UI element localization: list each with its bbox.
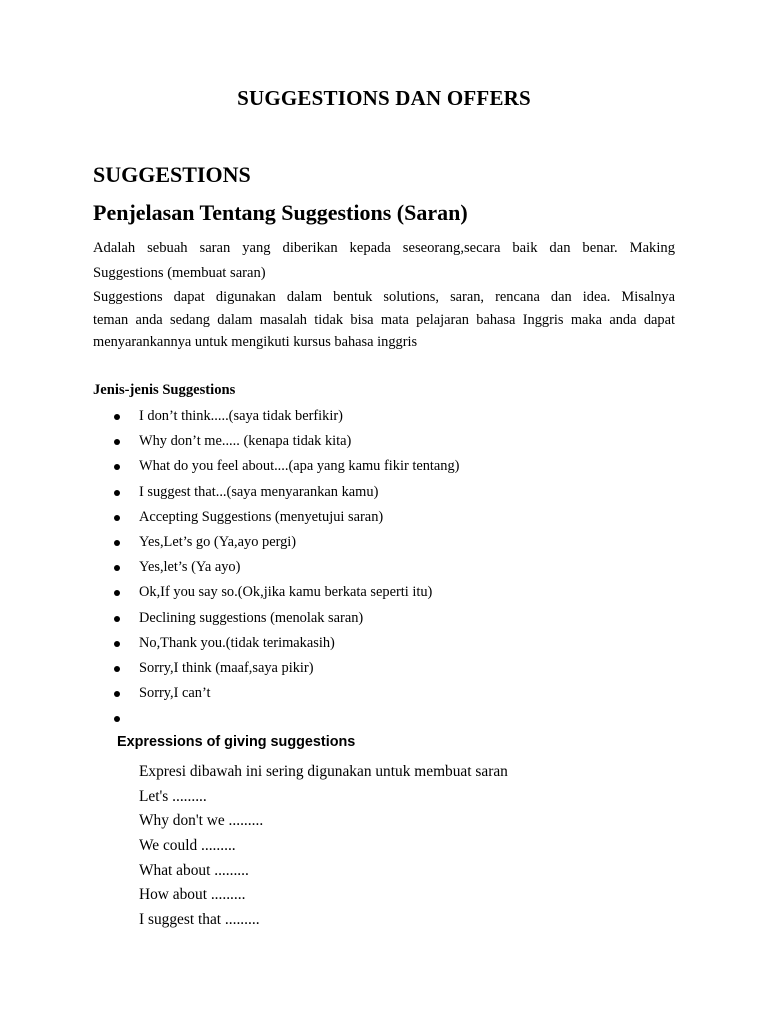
paragraph-line: teman anda sedang dalam masalah tidak bisa mata pelajaran bahasa Inggris maka anda dapat — [93, 311, 675, 328]
bullet-icon — [114, 464, 120, 470]
bullet-icon — [114, 590, 120, 596]
expression-line: What about ......... — [139, 861, 249, 879]
paragraph-usage — [93, 286, 675, 354]
expression-line: Why don't we ......... — [139, 812, 264, 830]
bullet-icon — [114, 414, 120, 420]
paragraph-definition — [93, 236, 675, 286]
expression-line: Let's ......... — [139, 787, 207, 805]
list-item-text: Declining suggestions (menolak saran) — [139, 609, 364, 626]
list-item — [0, 404, 459, 429]
paragraph-line: Suggestions dapat digunakan dalam bentuk solutions, saran, rencana dan idea. Misalnya — [93, 289, 675, 305]
list-item-text: Sorry,I can’t — [139, 685, 211, 702]
bullet-icon — [114, 666, 120, 672]
list-item-text: Ok,If you say so.(Ok,jika kamu berkata seperti itu) — [139, 584, 433, 601]
expressions-block — [139, 760, 508, 933]
list-item-text: Sorry,I think (maaf,saya pikir) — [139, 659, 314, 676]
paragraph-line: Adalah sebuah saran yang diberikan kepada seseorang,secara baik dan benar. Making — [93, 240, 675, 256]
bullet-icon — [114, 716, 120, 722]
bullet-icon — [114, 439, 120, 445]
list-item — [0, 606, 459, 631]
list-item — [0, 530, 459, 555]
expression-line: I suggest that ......... — [139, 911, 260, 929]
bullet-icon — [114, 540, 120, 546]
bullet-icon — [114, 490, 120, 496]
list-item-text: Accepting Suggestions (menyetujui saran) — [139, 508, 384, 525]
paragraph-line: Suggestions (membuat saran) — [93, 265, 266, 281]
bullet-icon — [114, 641, 120, 647]
bullet-icon — [114, 616, 120, 622]
bullet-icon — [114, 515, 120, 521]
list-item — [0, 656, 459, 681]
list-item — [0, 631, 459, 656]
paragraph-line: menyarankannya untuk mengikuti kursus bahasa inggris — [93, 334, 418, 350]
list-item-empty — [0, 706, 459, 731]
suggestions-bullet-list — [0, 404, 459, 731]
list-item-text: I don’t think.....(saya tidak berfikir) — [139, 408, 343, 424]
list-item-text: Why don’t me..... (kenapa tidak kita) — [139, 433, 352, 450]
bullet-icon — [114, 691, 120, 697]
document-title: SUGGESTIONS DAN OFFERS — [237, 86, 531, 110]
list-item — [0, 454, 459, 479]
list-item — [0, 580, 459, 605]
list-item — [0, 505, 459, 530]
list-heading: Jenis-jenis Suggestions — [93, 382, 236, 398]
list-item-text: I suggest that...(saya menyarankan kamu) — [139, 483, 379, 500]
list-item-text: Yes,Let’s go (Ya,ayo pergi) — [139, 533, 297, 550]
expression-line: We could ......... — [139, 837, 236, 855]
list-item-text: What do you feel about....(apa yang kamu fikir tentang) — [139, 458, 460, 475]
list-item-text: No,Thank you.(tidak terimakasih) — [139, 634, 335, 651]
list-item — [0, 429, 459, 454]
expression-line: Expresi dibawah ini sering digunakan untuk membuat saran — [139, 763, 508, 780]
sub-heading: Penjelasan Tentang Suggestions (Saran) — [93, 200, 468, 225]
list-item — [0, 681, 459, 706]
list-item-text: Yes,let’s (Ya ayo) — [139, 559, 241, 576]
list-item — [0, 480, 459, 505]
list-item — [0, 555, 459, 580]
section-heading: SUGGESTIONS — [93, 162, 251, 187]
bullet-icon — [114, 565, 120, 571]
expressions-heading: Expressions of giving suggestions — [117, 734, 356, 750]
expression-line: How about ......... — [139, 886, 246, 904]
